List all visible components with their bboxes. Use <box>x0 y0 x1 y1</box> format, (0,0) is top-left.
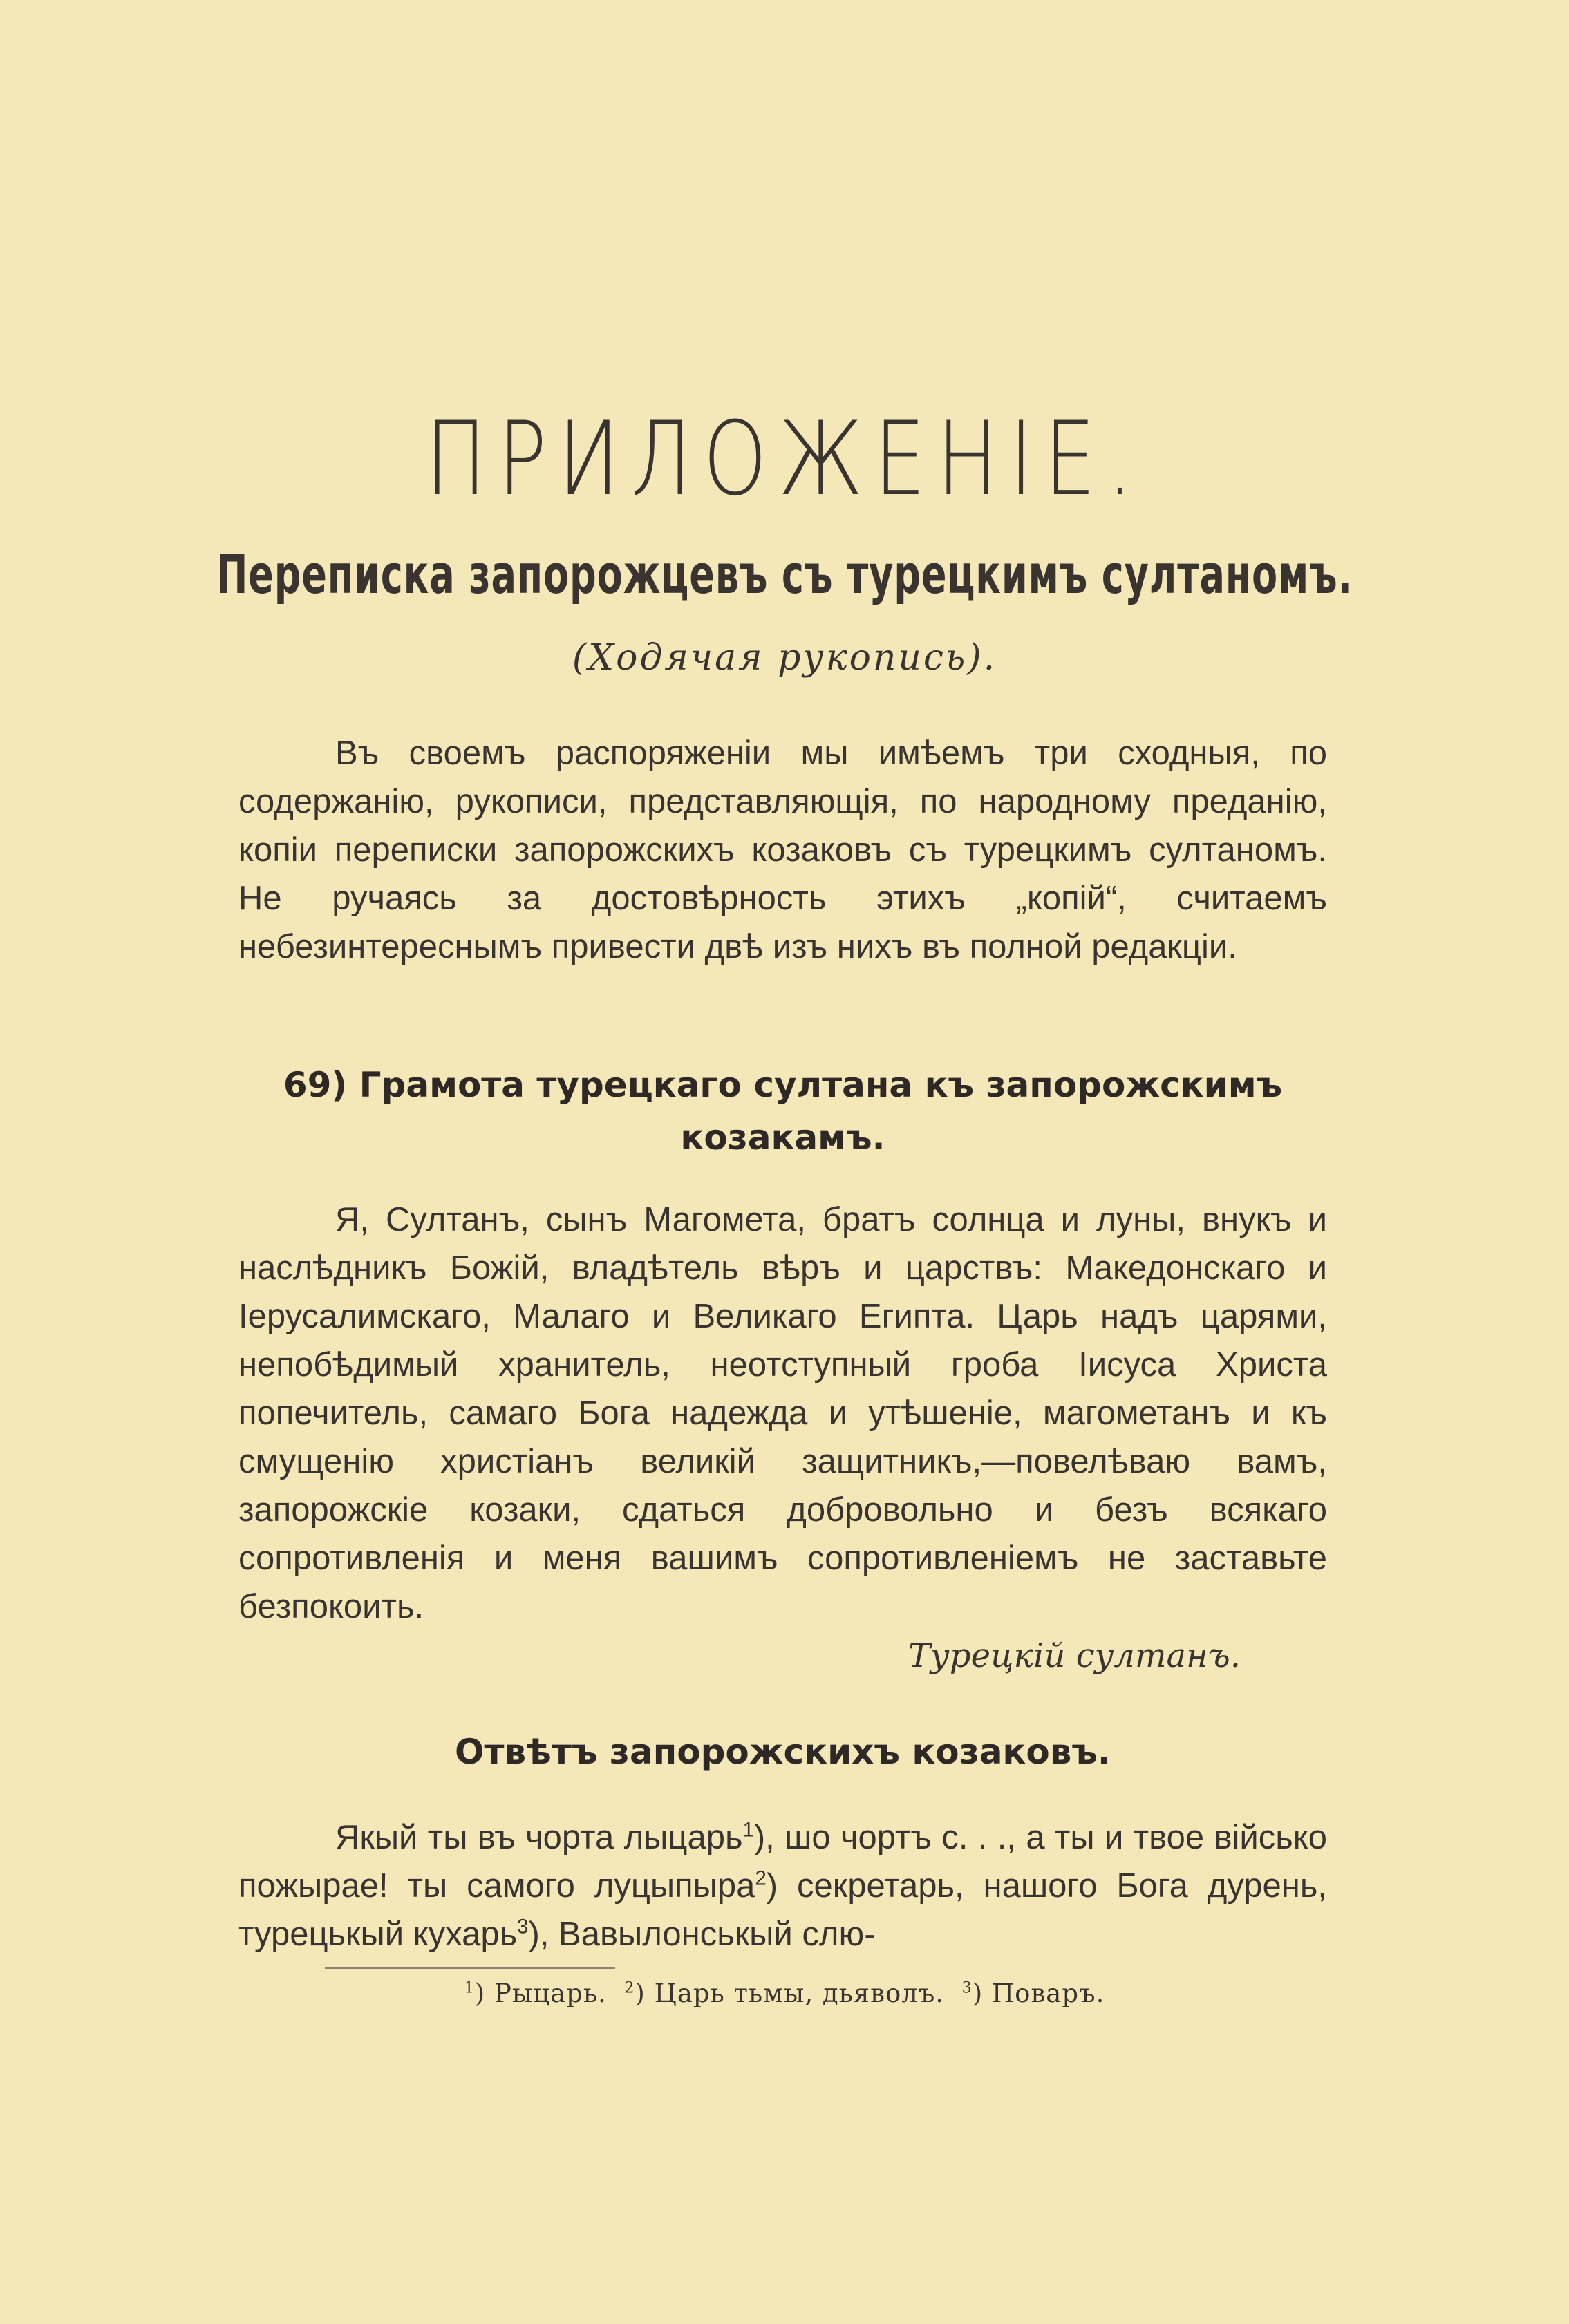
answer-section <box>238 1813 1327 1958</box>
answer-text-part-3: ) секретарь, нашого Бога дурень, турецькый кухарь <box>238 1867 1327 1953</box>
intro-paragraph: Въ своемъ распоряженіи мы имѣемъ три сходныя, по содержанію, рукописи, представляющія, по народному преданію, копіи переписки запорожскихъ козаковъ съ турецкимъ султаномъ. Не ручаясь за достовѣрность этихъ „копій“, считаемъ небезинтереснымъ привести двѣ изъ нихъ въ полной редакціи. <box>238 735 1327 965</box>
footnote-3-mark: 3 <box>961 1978 973 1997</box>
page-title: ПРИЛОЖЕНІЕ. <box>425 399 1144 518</box>
footnote-ref-3: 3 <box>517 1915 529 1938</box>
footnote-1-text: ) Рыцарь. <box>474 1978 607 2008</box>
sultan-letter-text: Я, Султанъ, сынъ Магомета, братъ солнца и луны, внукъ и наслѣдникъ Божій, владѣтель вѣръ и царствъ: Македонскаго и Іерусалимскаго, Малаго и Великаго Египта. Царь надъ царями, непобѣдимый хранитель, неотступный гроба Іисуса Христа попечитель, самаго Бога надежда и утѣшеніе, магометанъ и къ смущенію христіанъ великій защитникъ,—повелѣваю вамъ, запорожскіе козаки, сдаться добровольно и безъ всякаго сопротивленія и меня вашимъ сопротивленіемъ не заставьте безпокоить. <box>238 1201 1327 1625</box>
footnote-2-text: ) Царь тьмы, дьяволъ. <box>635 1978 945 2008</box>
answer-heading: Отвѣтъ запорожскихъ козаковъ. <box>455 1732 1111 1772</box>
answer-heading-block <box>238 1726 1327 1778</box>
footnote-ref-2: 2 <box>755 1867 767 1890</box>
intro-section <box>238 729 1327 971</box>
answer-text-part-4: ), Вавылонськый слю- <box>528 1916 876 1953</box>
answer-text-part-1: Якый ты въ чорта лыцарь <box>335 1819 743 1856</box>
section-69-heading-block <box>238 1059 1327 1164</box>
footnote-ref-1: 1 <box>742 1818 754 1842</box>
answer-text <box>238 1813 1327 1958</box>
footnote-1-mark: 1 <box>464 1978 475 1997</box>
footnote-divider <box>325 1967 615 1969</box>
section-69-heading: 69) Грамота турецкаго султана къ запорожскимъ козакамъ. <box>283 1065 1283 1158</box>
source-note: (Ходячая рукопись). <box>572 637 997 679</box>
sultan-letter-section <box>238 1196 1327 1631</box>
page-subtitle: Переписка запорожцевъ съ турецкимъ султаномъ. <box>216 542 1353 606</box>
footnote-2-mark: 2 <box>624 1978 635 1997</box>
footnote-3-text: ) Поваръ. <box>972 1978 1105 2008</box>
answer-text-part-2: ), шо чортъ с. . ., а ты и твое військо пожырае! ты самого луцыпыра <box>238 1819 1327 1905</box>
sultan-signature: Турецкій султанъ. <box>908 1636 1241 1675</box>
footnotes <box>0 1978 1569 2008</box>
